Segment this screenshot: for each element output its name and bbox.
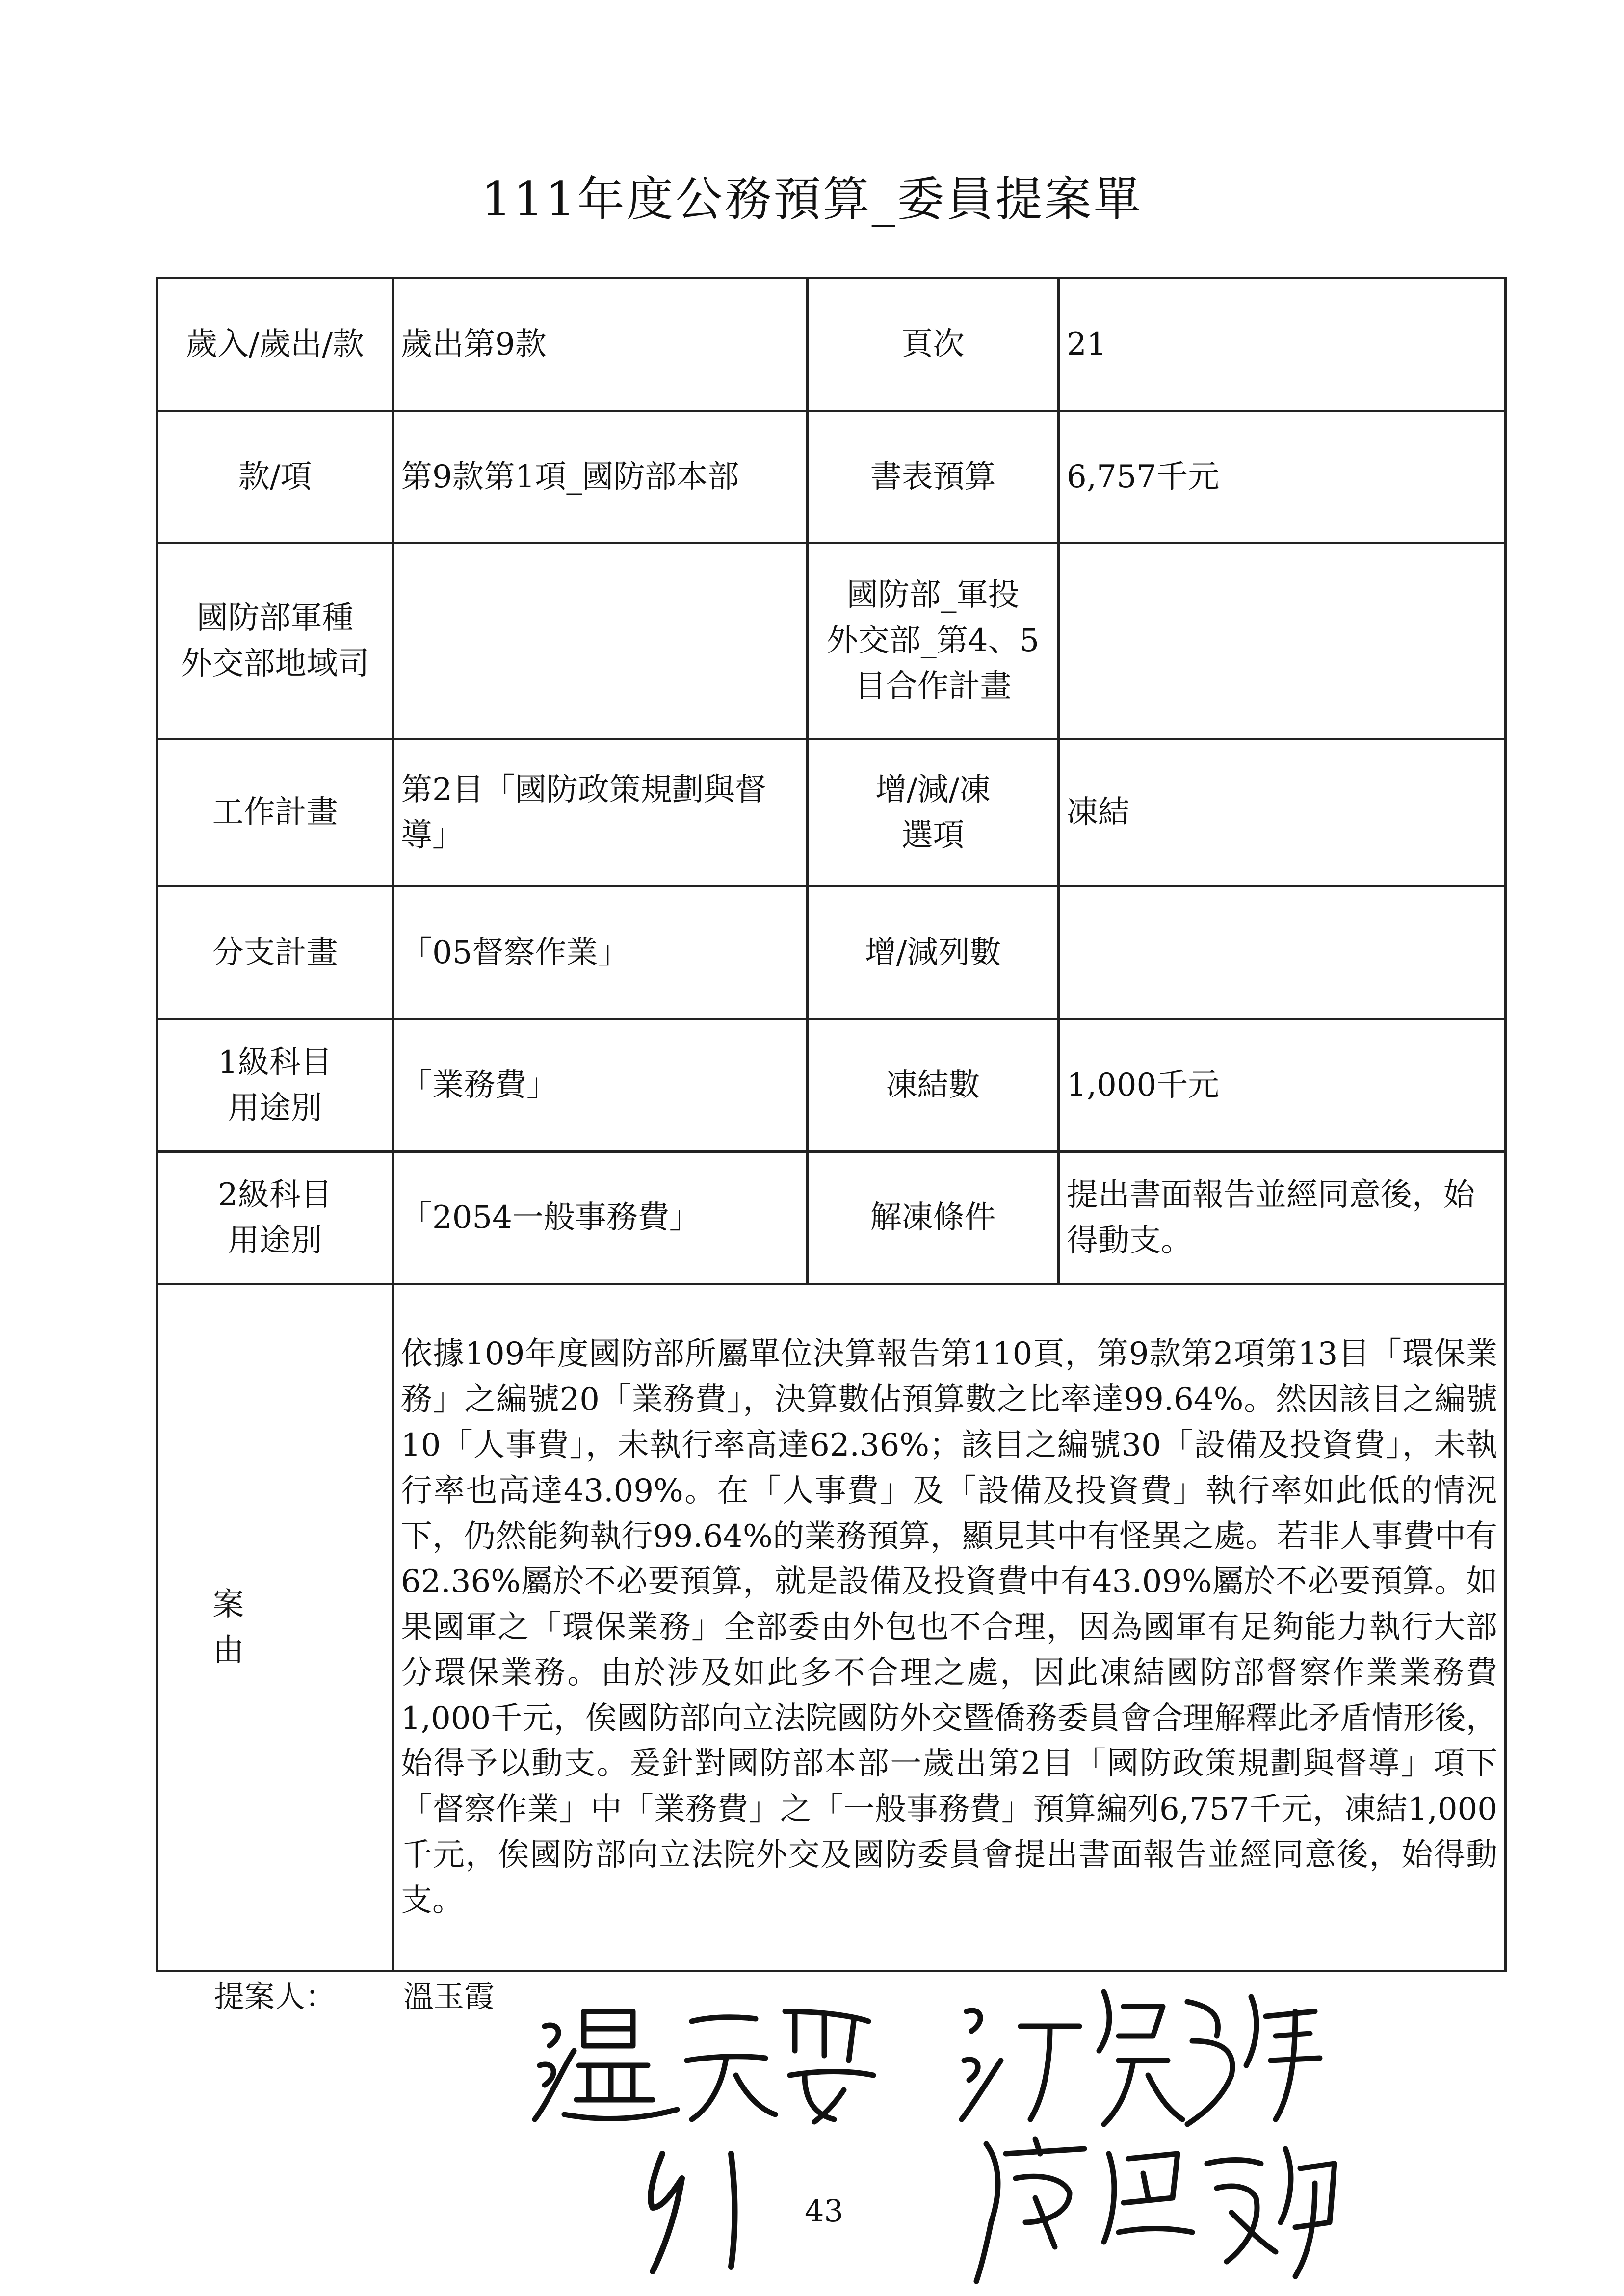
field-label: 分支計畫: [157, 887, 393, 1019]
proposer-label: 提案人：: [214, 1979, 336, 2014]
form-row: [157, 739, 1506, 887]
form-title: 111年度公務預算_委員提案單: [481, 172, 1143, 227]
proposer-name: 溫玉霞: [403, 1979, 495, 2014]
reason-label: 案由: [157, 1284, 393, 1971]
form-row: [157, 543, 1506, 739]
page-number: 43: [805, 2193, 843, 2229]
field-label: 增/減/凍 選項: [808, 739, 1059, 887]
field-value: 「05督察作業」: [393, 887, 808, 1019]
signature-3: [633, 2134, 780, 2281]
proposal-form-table: [156, 277, 1507, 1972]
field-label: 書表預算: [808, 411, 1059, 543]
field-value: 21: [1059, 278, 1506, 411]
form-row: [157, 278, 1506, 411]
field-value: 第9款第1項_國防部本部: [393, 411, 808, 543]
field-value: [1059, 887, 1506, 1019]
signature-2: [957, 1977, 1339, 2134]
field-label: 2級科目 用途別: [157, 1152, 393, 1284]
field-value: 提出書面報告並經同意後，始得動支。: [1059, 1152, 1506, 1284]
field-label: 歲入/歲出/款: [157, 278, 393, 411]
form-row: [157, 887, 1506, 1019]
field-label: 1級科目 用途別: [157, 1019, 393, 1152]
reason-text: 依據109年度國防部所屬單位決算報告第110頁，第9款第2項第13目「環保業務」之編號20「業務費」，決算數佔預算數之比率達99.64%。然因該目之編號10「人事費」，未執行率高達62.36%；該目之編號30「設備及投資費」，未執行率也高達43.09%。在「人事費」及「設備及投資費」執行率如此低的情況下，仍然能夠執行99.64%的業務預算，顯見其中有怪異之處。若非人事費中有62.36%屬於不必要預算，就是設備及投資費中有43.09%屬於不必要預算。如果國軍之「環保業務」全部委由外包也不合理，因為國軍有足夠能力執行大部分環保業務。由於涉及如此多不合理之處，因此凍結國防部督察作業業務費1,000千元，俟國防部向立法院國防外交暨僑務委員會合理解釋此矛盾情形後，始得予以動支。爰針對國防部本部一歲出第2目「國防政策規劃與督導」項下「督察作業」中「業務費」之「一般事務費」預算編列6,757千元，凍結1,000千元，俟國防部向立法院外交及國防委員會提出書面報告並經同意後，始得動支。: [393, 1284, 1506, 1971]
signature-4: [971, 2124, 1344, 2291]
form-row: [157, 1019, 1506, 1152]
field-label: 國防部_軍投 外交部_第4、5 目合作計畫: [808, 543, 1059, 739]
field-value: 凍結: [1059, 739, 1506, 887]
form-row: [157, 1152, 1506, 1284]
field-value: [393, 543, 808, 739]
field-label: 工作計畫: [157, 739, 393, 887]
field-value: [1059, 543, 1506, 739]
field-value: 「業務費」: [393, 1019, 808, 1152]
form-row: [157, 1284, 1506, 1971]
field-label: 解凍條件: [808, 1152, 1059, 1284]
field-value: 6,757千元: [1059, 411, 1506, 543]
field-value: 第2目「國防政策規劃與督導」: [393, 739, 808, 887]
field-value: 「2054一般事務費」: [393, 1152, 808, 1284]
field-label: 凍結數: [808, 1019, 1059, 1152]
signature-1: [530, 1992, 883, 2129]
field-label: 款/項: [157, 411, 393, 543]
field-value: 歲出第9款: [393, 278, 808, 411]
field-label: 國防部軍種 外交部地域司: [157, 543, 393, 739]
field-label: 增/減列數: [808, 887, 1059, 1019]
field-value: 1,000千元: [1059, 1019, 1506, 1152]
field-label: 頁次: [808, 278, 1059, 411]
form-row: [157, 411, 1506, 543]
